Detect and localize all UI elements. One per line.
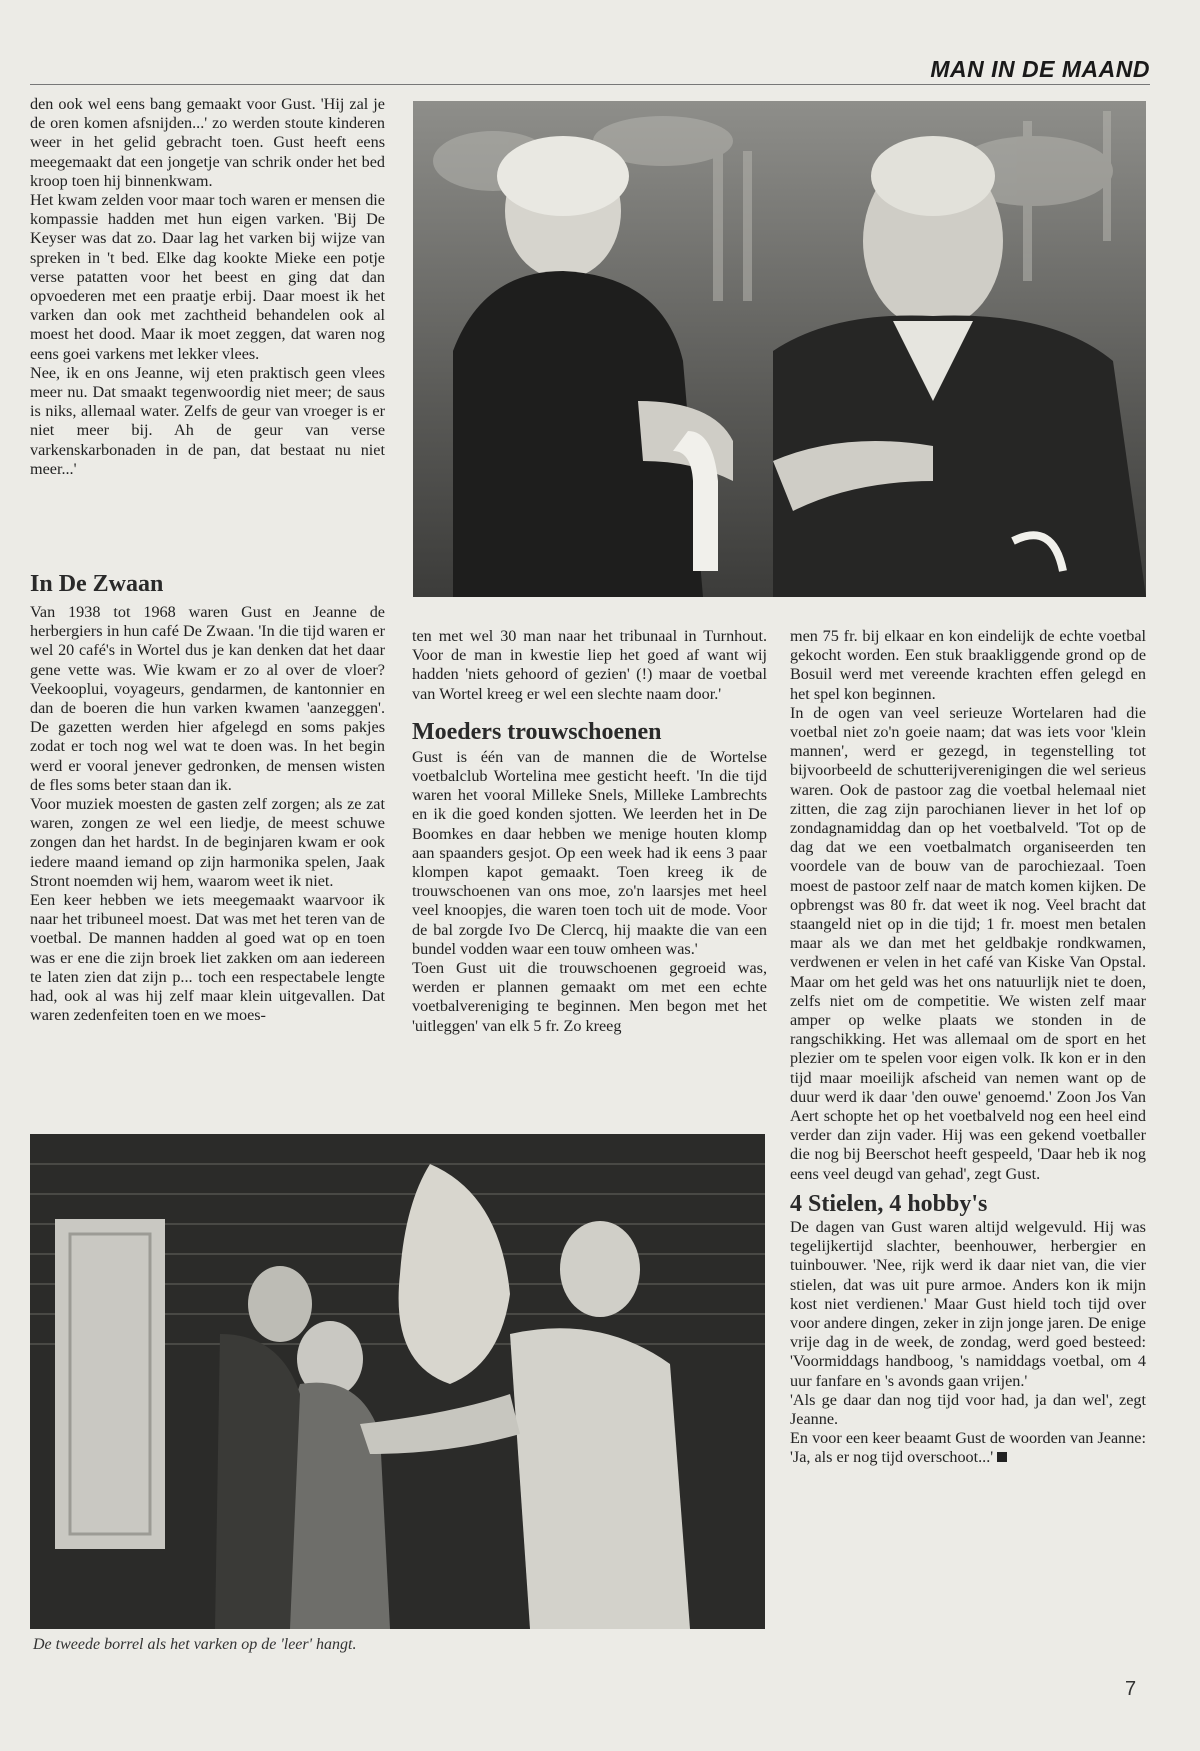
paragraph: men 75 fr. bij elkaar en kon eindelijk de echte voetbal gekocht worden. Een stuk braakliggende grond op de Bosuil werd met vereende krachten effen gelegd en het spel kon beginnen. — [790, 627, 1146, 703]
paragraph: Het kwam zelden voor maar toch waren er mensen die kompassie hadden met hun eigen varken. 'Bij De Keyser was dat zo. Daar lag het varken bij wijze van spreken in 't bed. Elke dag kookte Mieke een potje verse patatten voor het beest en ging dat dan opvoederen met een praatje erbij. Daar moest ik het varken dan ook met zachtheid behandelen ook al moest het dood. Maar ik moet zeggen, dat waren nog eens goei varkens met lekker vlees. — [30, 191, 385, 363]
paragraph: ten met wel 30 man naar het tribunaal in Turnhout. Voor de man in kwestie liep het goed af want wij hadden 'niets gehoord of gezien' (!) maar de voetbal van Wortel kreeg er wel een slechte naam door.' — [412, 627, 767, 703]
paragraph: De dagen van Gust waren altijd welgevuld. Hij was tegelijkertijd slachter, beenhouwer, herbergier en tuinbouwer. 'Nee, rijk werd ik daar niet van, die vier stielen, dat was uit pure armoe. Anders kon ik mijn kost niet verdienen.' Maar Gust hield toch tijd over voor andere dingen, zeker in zijn jonge jaren. De enige vrije dag in de week, de zondag, werd goed besteed: 'Voormiddags handboog, 's namiddags voetbal, om 4 uur fanfare en 's avonds gaan vrijen.' — [790, 1217, 1146, 1390]
column-a-top — [30, 95, 385, 479]
photo-butchering-drawing — [30, 1134, 765, 1629]
paragraph: Gust is één van de mannen die de Wortelse voetbalclub Wortelina mee gesticht heeft. 'In die tijd waren het vooral Milleke Snels, Milleke Lambrechts en ik die goed konden sjotten. We leerden het in De Boomkes en daar hebben we menige houten klomp aan spaanders gesjot. Op een week had ik eens 3 paar klompen kapot gemaakt. Toen kreeg ik de trouwschoenen van ons moe, zo'n laarsjes met heel veel knoopjes, die waren toen toch uit de mode. Voor de bal zorgde Ivo De Clercq, hij maakte die van een bundel vodden waar een touw omheen was.' — [412, 747, 767, 958]
paragraph: den ook wel eens bang gemaakt voor Gust. 'Hij zal je de oren komen afsnijden...' zo werden stoute kinderen weer in het gelid gebracht toen. Gust heeft eens meegemaakt dat een jongetje van schrik onder het bed kroop toen hij binnenkwam. — [30, 95, 385, 190]
page-number: 7 — [1125, 1678, 1137, 1700]
end-of-article-mark — [997, 1452, 1007, 1462]
subheading-4-stielen: 4 Stielen, 4 hobby's — [790, 1190, 988, 1217]
photo-couple-drawing — [413, 101, 1146, 597]
photo-elderly-couple — [413, 101, 1146, 597]
column-a-zwaan — [30, 603, 385, 1025]
paragraph: Voor muziek moesten de gasten zelf zorgen; als ze zat waren, zongen ze wel een liedje, de meest schuwe zongen dan het hardst. In de beginjaren kwam er ook iedere maand iemand op zijn harmonika spelen, Jaak Stront noemden wij hem, waarom weet ik niet. — [30, 795, 385, 890]
paragraph: Een keer hebben we iets meegemaakt waarvoor ik naar het tribuneel moest. Dat was met het teren van de voetbal. De mannen hadden al goed wat op en toen was er ene die zijn broek liet zakken om aan iedereen te laten zien dat zijn p... toch een respectabele lengte had, ook al was hij zelf maar klein uitgevallen. Dat waren zedenfeiten toen en we moes- — [30, 891, 385, 1025]
photo-butchering-scene — [30, 1134, 765, 1629]
paragraph: Toen Gust uit die trouwschoenen gegroeid was, werden er plannen gemaakt om met een echte voetbalvereniging te beginnen. Men begon met het 'uitleggen' van elk 5 fr. Zo kreeg — [412, 959, 767, 1035]
closing-sentence: En voor een keer beaamt Gust de woorden van Jeanne: 'Ja, als er nog tijd overschoot...' — [790, 1429, 1146, 1467]
paragraph: 'Als ge daar dan nog tijd voor had, ja dan wel', zegt Jeanne. — [790, 1390, 1146, 1428]
paragraph — [790, 1429, 1146, 1467]
paragraph: Van 1938 tot 1968 waren Gust en Jeanne de herbergiers in hun café De Zwaan. 'In die tijd waren er wel 20 café's in Wortel dus je kan denken dat het daar gene vette was. Wie kwam er zo al over de vloer? Veekooplui, voyageurs, gendarmen, de kantonnier en dan de boeren die hun varken kwamen 'aanzeggen'. De gazetten werden hier afgelegd en soms pakjes zodat er toch nog wel wat te doen was. In het begin werd er vooral jenever gedronken, de mensen wisten de fles soms beter staan dan ik. — [30, 603, 385, 794]
photo-caption: De tweede borrel als het varken op de 'leer' hangt. — [33, 1636, 357, 1653]
paragraph: Nee, ik en ons Jeanne, wij eten praktisch geen vlees meer nu. Dat smaakt tegenwoordig niet meer; de saus is niks, allemaal water. Zelfs de geur van vroeger is er niet meer bij. Ah de geur van verse varkenskarbonaden in de pan, dat bestaat nu niet meer...' — [30, 363, 385, 478]
subheading-in-de-zwaan: In De Zwaan — [30, 571, 164, 597]
paragraph: In de ogen van veel serieuze Wortelaren had die voetbal niet zo'n goeie naam; dat was iets voor 'klein mannen', werd er gezegd, in tegenstelling tot bijvoorbeeld de schutterijverenigingen die wel serieus waren. Ook de pastoor zag die voetbal helemaal niet zitten, die zag zijn parochianen liever in het lof op zondagnamiddag dan op het voetbalveld. 'Tot op de dag dat we een voetbalmatch organiseerden ten voordele van de bouw van de parochiezaal. Toen moest de pastoor zelf naar de match komen kijken. De opbrengst was 80 fr. dat weet ik nog. Veel bracht dat staangeld niet op in die tijd; 1 fr. moest men betalen maar als we dan met het geldbakje rondkwamen, verdwenen er velen in het café van Kiske Van Opstal. Maar om het geld was het ons natuurlijk niet te doen, zelfs niet om de competitie. We wisten zelf maar amper op welke plaats we stonden in de rangschikking. Het was allemaal om de sport en het plezier om te spelen voor eigen volk. Ik kon er in den tijd maar moeilijk afscheid van nemen want op de duur werd ik daar 'den ouwe' genoemd.' Zoon Jos Van Aert schopte het op het voetbalveld nog een heel eind verder dan zijn vader. Hij was een gekend voetballer die nog bij Beerschot heeft gespeeld, 'Daar heb ik nog eens veel deugd van gehad', zegt Gust. — [790, 703, 1146, 1183]
column-c — [790, 627, 1146, 1468]
running-title: MAN IN DE MAAND — [930, 56, 1150, 82]
header-rule — [30, 84, 1150, 85]
subheading-moeders-trouwschoenen: Moeders trouwschoenen — [412, 718, 662, 745]
column-b — [412, 627, 767, 1036]
